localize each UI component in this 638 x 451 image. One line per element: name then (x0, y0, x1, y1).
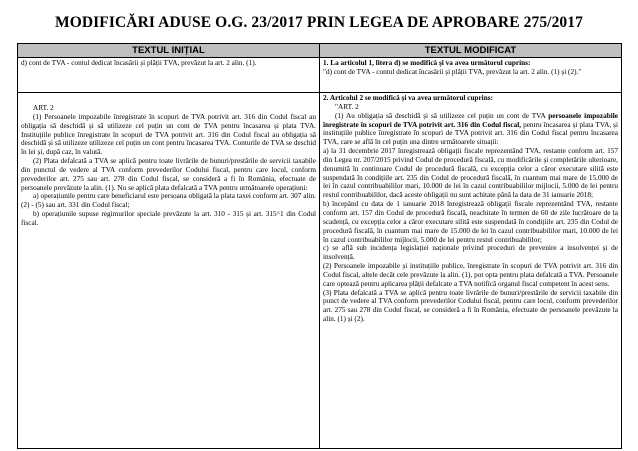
row2-modified-para3: (3) Plata defalcată a TVA se aplică pentru toate livrările de bunuri/prestările de servicii taxabile din punct de vedere al TVA conform prevederilor Codului fiscal, pentru care locul, conform prevederilor art. 275 sau 278 din Codul fiscal, se consideră a fi în România, efectuate de persoanele prevăzute la alin. (1) și (2). (323, 288, 618, 324)
row2-modified-para2: (2) Persoanele impozabile și instituțiile publice, înregistrate în scopuri de TVA potrivit art. 316 din Codul fiscal, altele decât cele prevăzute la alin. (1), pot opta pentru plata defalcată a TVA. Persoanele care optează pentru aplicarea plății defalcate a TVA notifică organul fiscal competent în acest sens. (323, 262, 618, 288)
header-modified-text: TEXTUL MODIFICAT (320, 44, 622, 58)
row2-modified-para-a: a) la 31 decembrie 2017 înregistrează obligații fiscale reprezentând TVA, restante conform art. 157 din Legea nr. 207/2015 privind Codul de procedură fiscală, cu modificările și completările ulterioare, denumită în continuare Codul de procedură fiscală, cu excepția celor a căror executare silită este suspendată în condițiile art. 235 din Codul de procedură fiscală, în cuantum mai mare de 15.000 de lei în cazul contribuabililor mari, 10.000 de lei în cazul contribuabililor mijlocii, 5.000 de lei pentru restul contribuabililor, dacă aceste obligații nu sunt achitate până la data de 31 ianuarie 2018; (323, 147, 618, 200)
header-initial-text: TEXTUL INIȚIAL (18, 44, 320, 58)
table-row (18, 58, 622, 93)
row2-modified-cell (320, 93, 622, 449)
row1-modified-heading: 1. La articolul 1, litera d) se modifică și va avea următorul cuprins: (323, 59, 531, 67)
row1-initial-text: d) cont de TVA - contul dedicat încasării și plății TVA, prevăzut la art. 2 alin. (1). (21, 59, 257, 67)
row2-initial-para-b: b) operațiunile supuse regimurilor speciale prevăzute la art. 310 - 315 și art. 315^1 din Codul fiscal. (21, 210, 316, 227)
comparison-table (17, 43, 622, 449)
row2-initial-para1: (1) Persoanele impozabile înregistrate în scopuri de TVA potrivit art. 316 din Codul fiscal au obligația să deschidă și să utilizeze cel puțin un cont de TVA pentru încasarea și plata TVA. Instituțiile publice înregistrate în scopuri de TVA potrivit art. 316 din Codul fiscal au obligația să deschidă și să utilizeze utilizeze cel puțin un cont pentru încasarea TVA. Conturile de TVA se deschid în lei și, după caz, în valută. (21, 112, 316, 157)
row2-para1-pre: (1) Au obligația să deschidă și să utilizeze cel puțin un cont de TVA (335, 111, 546, 120)
row1-modified-text: "d) cont de TVA - contul dedicat încasării și plății TVA, prevăzut la art. 2 alin. (1) și (2)." (323, 67, 582, 76)
row2-modified-heading: 2. Articolul 2 se modifică și va avea următorul cuprins: (323, 94, 493, 102)
row2-modified-para-b: b) începând cu data de 1 ianuarie 2018 înregistrează obligații fiscale reprezentând TVA, restante conform art. 157 din Codul de procedură fiscală, neachitate în termen de 60 de zile lucrătoare de la scadență, cu excepția celor a căror executare silită este suspendată în condițiile art. 235 din Codul de procedură fiscală, în cuantum mai mare de 15.000 de lei în cazul contribuabililor mari, 10.000 de lei în cazul contribuabililor mijlocii, 5.000 de lei pentru restul contribuabililor; (323, 200, 618, 244)
row1-initial-cell (18, 58, 320, 93)
table-header-row (18, 44, 622, 58)
row2-para1-post: pentru încasarea și plata TVA, și instituțiile publice înregistrate în scopuri de TVA potrivit art. 316 din Codul fiscal pentru încasarea TVA, care se află în cel puțin una dintre următoarele situații: (323, 120, 618, 147)
row2-initial-cell (18, 93, 320, 449)
row2-modified-article: "ART. 2 (335, 102, 359, 111)
table-row (18, 93, 622, 449)
row2-initial-para2: (2) Plata defalcată a TVA se aplică pentru toate livrările de bunuri/prestările de servicii taxabile din punctul de vedere al TVA conform prevederilor Codului fiscal, pentru care locul, conform prevederilor art. 275 sau art. 278 din Codul fiscal, se consideră a fi în România, efectuate de persoanele prevăzute la alin. (1). Nu se aplică plata defalcată a TVA pentru următoarele operațiuni: (21, 157, 316, 192)
row2-modified-para1 (323, 112, 618, 147)
row2-para1-bold: persoanele impozabile înregistrate în scopuri de TVA potrivit art. 316 din Codul fiscal, (323, 111, 618, 129)
row1-modified-cell (320, 58, 622, 93)
row2-initial-article: ART. 2 (33, 104, 54, 112)
document-title: MODIFICĂRI ADUSE O.G. 23/2017 PRIN LEGEA DE APROBARE 275/2017 (55, 14, 583, 31)
row2-modified-para-c: c) se află sub incidența legislației naționale privind proceduri de prevenire a insolvenței și de insolvență. (323, 244, 618, 262)
row2-initial-para-a: a) operațiunile pentru care beneficiarul este persoana obligată la plata taxei conform art. 307 alin. (2) - (5) sau art. 331 din Codul fiscal; (21, 192, 316, 210)
